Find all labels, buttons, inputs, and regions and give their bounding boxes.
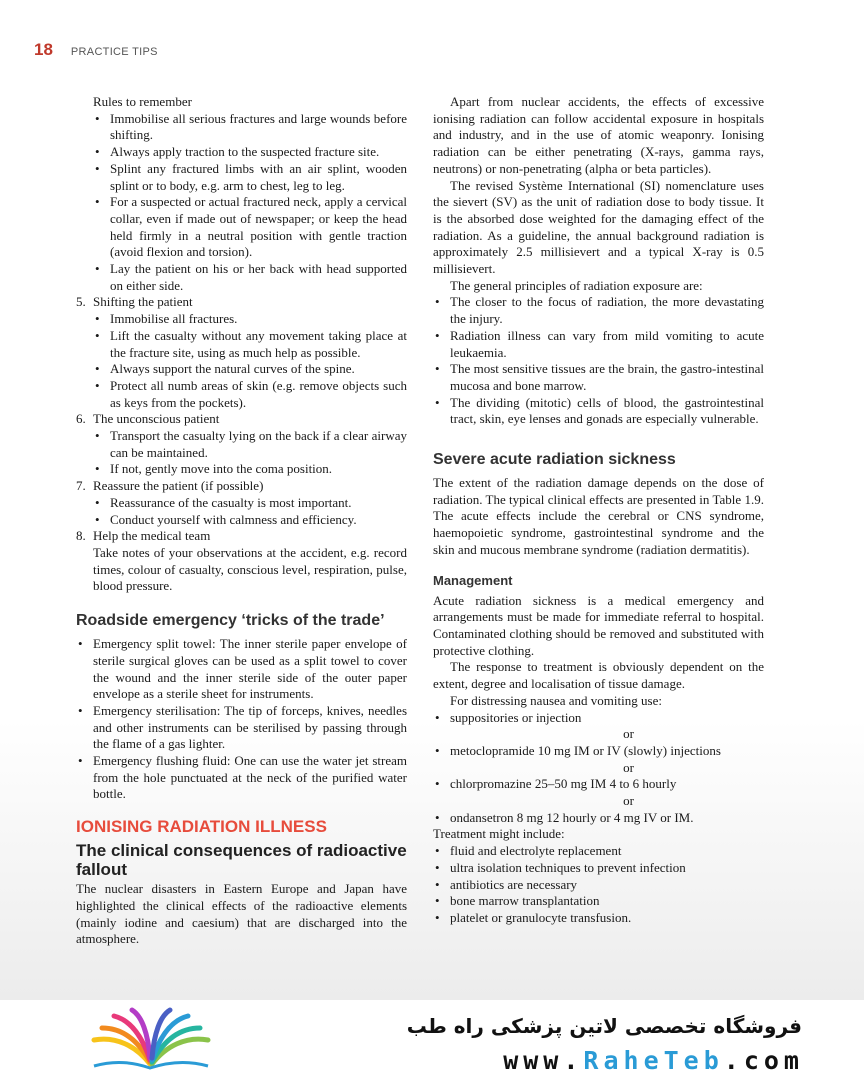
page-number: 18 <box>34 40 53 59</box>
paragraph: Acute radiation sickness is a medical emergency and arrangements must be made for immediate referral to hospital. Contaminated clothing should be removed and substituted with protective clothing. <box>433 592 764 658</box>
list-item: • Immobilise all serious fractures and large wounds before shifting. <box>93 111 407 144</box>
list-item: • Always apply traction to the suspected fracture site. <box>93 144 407 161</box>
ionising-radiation-heading: IONISING RADIATION ILLNESS <box>76 817 327 837</box>
left-column <box>76 94 407 948</box>
item-number: 6. <box>76 411 86 427</box>
clinical-text: The nuclear disasters in Eastern Europe and Japan have highlighted the clinical effects of the radioactive elements (mainly iodine and caesium) that are discharged into the atmosphere. <box>76 881 407 947</box>
unconscious-list <box>76 428 407 478</box>
severe-heading: Severe acute radiation sickness <box>433 451 676 469</box>
list-item: • Splint any fractured limbs with an air splint, wooden splint or to body, e.g. arm to chest, leg to leg. <box>93 161 407 194</box>
item-title: Reassure the patient (if possible) <box>93 478 264 494</box>
list-item: • Emergency split towel: The inner sterile paper envelope of sterile surgical gloves can be used as a split towel to cover the wound and the inner sterile side of the outer paper envelope as a sterile sheet for instruments. <box>76 636 407 703</box>
rules-title: Rules to remember <box>93 94 192 109</box>
list-item: • For a suspected or actual fractured neck, apply a cervical collar, even if made out of newspaper; or keep the head held firmly in a neutral position with gentle traction (avoid flexion and torsion). <box>93 194 407 261</box>
numbered-item-8 <box>76 528 407 545</box>
or-separator: or <box>623 793 634 809</box>
list-item: • ondansetron 8 mg 12 hourly or 4 mg IV or IM. <box>433 810 764 827</box>
treatment-list <box>433 843 764 927</box>
principles-list <box>433 294 764 428</box>
list-item: • Reassurance of the casualty is most important. <box>93 495 407 512</box>
list-item: • bone marrow transplantation <box>433 893 764 910</box>
running-section-title: PRACTICE TIPS <box>70 46 158 58</box>
paragraph: For distressing nausea and vomiting use: <box>450 692 662 708</box>
help-team-text: Take notes of your observations at the accident, e.g. record times, colour of casualty, conscious level, respiration, pulse, blood pressure. <box>93 544 407 594</box>
numbered-item-7 <box>76 478 407 495</box>
paragraph: The revised Système International (SI) nomenclature uses the sievert (SV) as the unit of radiation dose to body tissue. It is the absorbed dose weighted for the damaging effect of the radiation. As a guideline, the annual background radiation is approximately 2.5 millisievert and a typical X-ray is 0.5 millisievert. <box>433 177 764 277</box>
store-url[interactable] <box>503 1046 804 1075</box>
list-item: • Radiation illness can vary from mild vomiting to acute leukaemia. <box>433 328 764 361</box>
list-item: • The dividing (mitotic) cells of blood, the gastrointestinal tract, skin, eye lenses and gonads are especially vulnerable. <box>433 395 764 428</box>
list-item: • The most sensitive tissues are the brain, the gastro-intestinal mucosa and bone marrow. <box>433 361 764 394</box>
paragraph: Apart from nuclear accidents, the effects of excessive ionising radiation can follow accidental exposure in hospitals and industry, and in the use of atomic weaponry. Ionising radiation can be either penetrating (X-rays, gamma rays, neutrons) or non-penetrating (alpha or beta particles). <box>433 94 764 176</box>
treatment-intro: Treatment might include: <box>433 826 565 842</box>
item-title: The unconscious patient <box>93 411 220 427</box>
url-suffix: .com <box>723 1046 804 1075</box>
list-item: • fluid and electrolyte replacement <box>433 843 764 860</box>
right-column <box>433 94 764 927</box>
list-item: • Emergency sterilisation: The tip of forceps, knives, needles and other instruments can be sterilised by passing through the flame of a gas lighter. <box>76 703 407 753</box>
rules-list <box>76 111 407 295</box>
drug-list <box>433 810 764 827</box>
open-book-rainbow-logo-icon <box>86 1006 216 1072</box>
roadside-heading: Roadside emergency ‘tricks of the trade’ <box>76 612 385 630</box>
list-item: • Immobilise all fractures. <box>93 311 407 328</box>
list-item: • Protect all numb areas of skin (e.g. remove objects such as keys from the pockets). <box>93 378 407 411</box>
url-brand: RaheTeb <box>583 1046 724 1075</box>
shifting-list <box>76 311 407 411</box>
list-item: • platelet or granulocyte transfusion. <box>433 910 764 927</box>
reassure-list <box>76 495 407 528</box>
management-heading: Management <box>433 572 513 588</box>
list-item: • Transport the casualty lying on the back if a clear airway can be maintained. <box>93 428 407 461</box>
item-title: Shifting the patient <box>93 294 193 310</box>
drug-list <box>433 710 764 727</box>
list-item: • antibiotics are necessary <box>433 877 764 894</box>
list-item: • Lay the patient on his or her back with head supported on either side. <box>93 261 407 294</box>
severe-text: The extent of the radiation damage depends on the dose of radiation. The typical clinical effects are presented in Table 1.9. The acute effects include the cerebral or CNS syndrome, haemopoietic syndrome, gastrointestinal syndrome and the skin and mucous membrane syndrome (radiation dermatitis). <box>433 475 764 557</box>
list-item: • metoclopramide 10 mg IM or IV (slowly) injections <box>433 743 764 760</box>
clinical-consequences-heading: The clinical consequences of radioactive fallout <box>76 841 407 880</box>
item-number: 8. <box>76 528 86 544</box>
url-prefix: www. <box>503 1046 584 1075</box>
list-item: • suppositories or injection <box>433 710 764 727</box>
numbered-item-5 <box>76 294 407 311</box>
numbered-item-6 <box>76 411 407 428</box>
list-item: • The closer to the focus of radiation, the more devastating the injury. <box>433 294 764 327</box>
store-name-text: فروشگاه تخصصی لاتین پزشکی راه طب <box>406 1014 802 1038</box>
list-item: • Conduct yourself with calmness and efficiency. <box>93 512 407 529</box>
paragraph: The general principles of radiation exposure are: <box>450 277 703 293</box>
list-item: • If not, gently move into the coma position. <box>93 461 407 478</box>
list-item: • ultra isolation techniques to prevent infection <box>433 860 764 877</box>
or-separator: or <box>623 726 634 742</box>
paragraph: The response to treatment is obviously dependent on the extent, degree and localisation of tissue damage. <box>433 659 764 692</box>
list-item: • Emergency flushing fluid: One can use the water jet stream from the hole punctuated at the neck of the purified water bottle. <box>76 753 407 803</box>
drug-list <box>433 776 764 793</box>
item-title: Help the medical team <box>93 528 211 544</box>
or-separator: or <box>623 759 634 775</box>
roadside-list <box>76 636 407 803</box>
page-header <box>34 40 158 62</box>
drug-list <box>433 743 764 760</box>
list-item: • Always support the natural curves of the spine. <box>93 361 407 378</box>
item-number: 5. <box>76 294 86 310</box>
item-number: 7. <box>76 478 86 494</box>
list-item: • chlorpromazine 25–50 mg IM 4 to 6 hourly <box>433 776 764 793</box>
list-item: • Lift the casualty without any movement taking place at the fracture site, using as much help as possible. <box>93 328 407 361</box>
